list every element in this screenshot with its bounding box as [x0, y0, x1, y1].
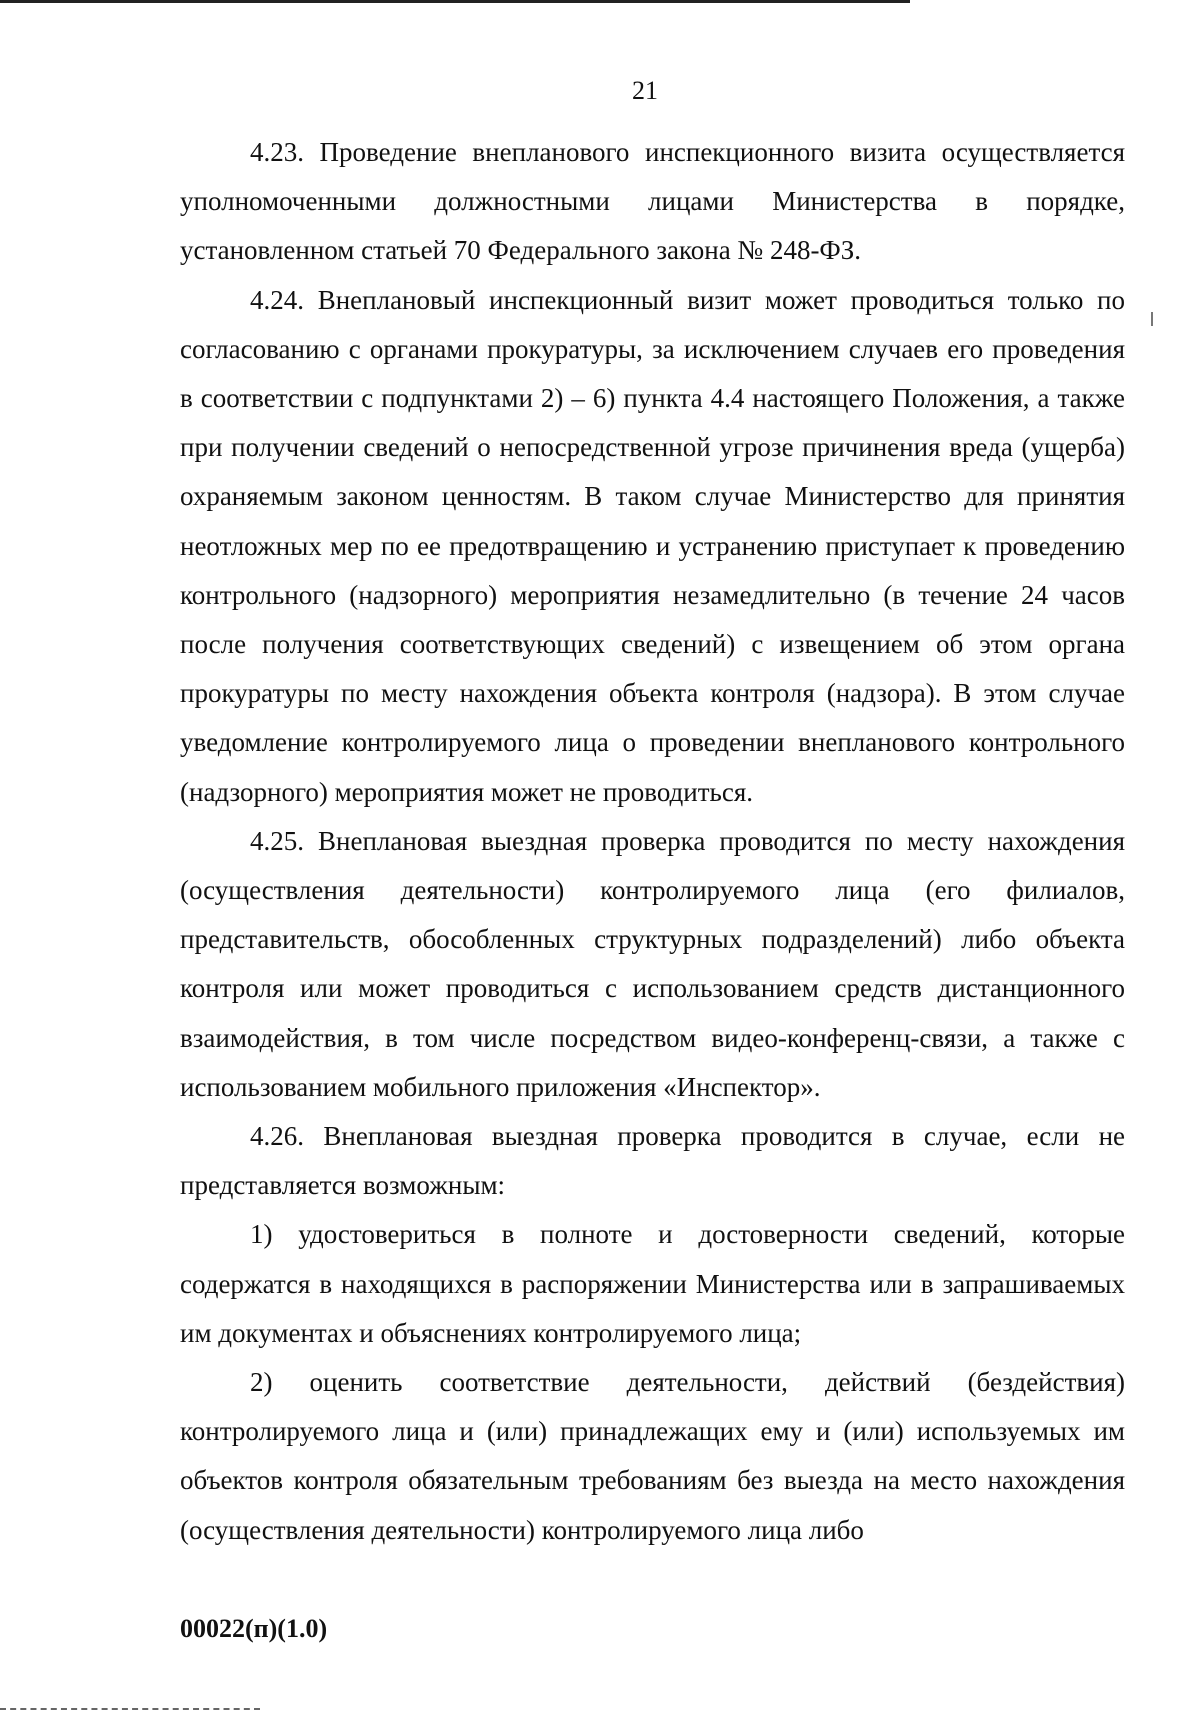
paragraph-4-24: 4.24. Внеплановый инспекционный визит может проводиться только по согласованию с органами прокуратуры, за исключением случаев его проведения в соответствии с подпунктами 2) – 6) пункта 4.4 настоящего Положения, а также при получении сведений о непосредственной угрозе причинения вреда (ущерба) охраняемым законом ценностям. В таком случае Министерство для принятия неотложных мер по ее предотвращению и устранению приступает к проведению контрольного (надзорного) мероприятия незамедлительно (в течение 24 часов после получения соответствующих сведений) с извещением об этом органа прокуратуры по месту нахождения объекта контроля (надзора). В этом случае уведомление контролируемого лица о проведении внепланового контрольного (надзорного) мероприятия может не проводиться.: [180, 284, 1125, 807]
scan-bottom-marks: [0, 1708, 260, 1712]
list-item-1: 1) удостовериться в полноте и достоверности сведений, которые содержатся в находящихся в распоряжении Министерства или в запрашиваемых им документах и объяснениях контролируемого лица;: [180, 1219, 1125, 1348]
document-code: 00022(п)(1.0): [180, 1614, 328, 1643]
scan-speck: [1151, 312, 1153, 326]
list-item-2: 2) оценить соответствие деятельности, действий (бездействия) контролируемого лица и (или) принадлежащих ему и (или) используемых им объектов контроля обязательным требованиям без выезда на место нахождения (осуществления деятельности) контролируемого лица либо: [180, 1367, 1125, 1545]
paragraph-4-23: 4.23. Проведение внепланового инспекционного визита осуществляется уполномоченными должностными лицами Министерства в порядке, установленном статьей 70 Федерального закона № 248-ФЗ.: [180, 137, 1125, 266]
document-body: [180, 128, 1125, 1555]
paragraph-4-25: 4.25. Внеплановая выездная проверка проводится по месту нахождения (осуществления деятельности) контролируемого лица (его филиалов, представительств, обособленных структурных подразделений) либо объекта контроля или может проводиться с использованием средств дистанционного взаимодействия, в том числе посредством видео-конференц-связи, а также с использованием мобильного приложения «Инспектор».: [180, 825, 1125, 1102]
page-number: 21: [632, 76, 658, 105]
paragraph-4-26: 4.26. Внеплановая выездная проверка проводится в случае, если не представляется возможным:: [180, 1121, 1125, 1201]
